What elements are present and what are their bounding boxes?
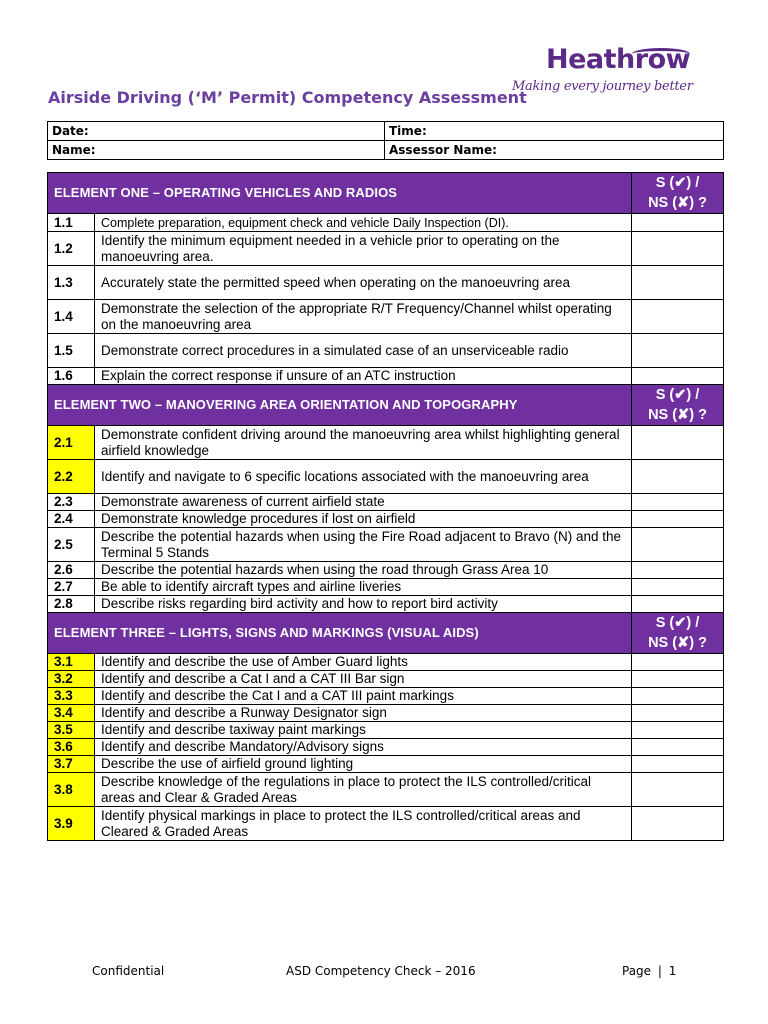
competency-row [48, 266, 724, 300]
logo-tagline: Making every journey better [512, 79, 693, 94]
result-cell[interactable] [632, 426, 724, 460]
item-description: Describe the potential hazards when using the Fire Road adjacent to Bravo (N) and the Terminal 5 Stands [95, 528, 632, 562]
item-description: Demonstrate awareness of current airfield state [95, 494, 632, 511]
item-description: Accurately state the permitted speed when operating on the manoeuvring area [95, 266, 632, 300]
result-cell[interactable] [632, 511, 724, 528]
item-description: Demonstrate confident driving around the manoeuvring area whilst highlighting general airfield knowledge [95, 426, 632, 460]
item-number: 1.4 [48, 300, 95, 334]
competency-row [48, 722, 724, 739]
item-description: Demonstrate correct procedures in a simulated case of an unserviceable radio [95, 334, 632, 368]
competency-row [48, 426, 724, 460]
result-cell[interactable] [632, 654, 724, 671]
date-field: Date: [48, 122, 385, 141]
result-cell[interactable] [632, 266, 724, 300]
item-description: Describe risks regarding bird activity and how to report bird activity [95, 596, 632, 613]
item-number: 3.3 [48, 688, 95, 705]
competency-row [48, 562, 724, 579]
page-separator: | [657, 964, 662, 978]
check-header-line1: S (✔) / [655, 387, 700, 403]
competency-row [48, 579, 724, 596]
page-number: 1 [668, 964, 677, 978]
section-title: ELEMENT ONE – OPERATING VEHICLES AND RADIOS [48, 173, 632, 214]
result-cell[interactable] [632, 300, 724, 334]
competency-row [48, 773, 724, 807]
item-description: Identify and describe the use of Amber Guard lights [95, 654, 632, 671]
check-header-line1: S (✔) / [655, 615, 700, 631]
competency-row [48, 368, 724, 385]
competency-row [48, 596, 724, 613]
item-number: 3.5 [48, 722, 95, 739]
competency-row [48, 511, 724, 528]
item-description: Identify and describe taxiway paint markings [95, 722, 632, 739]
item-description: Identify and describe a Cat I and a CAT III Bar sign [95, 671, 632, 688]
item-number: 3.2 [48, 671, 95, 688]
item-description: Explain the correct response if unsure of an ATC instruction [95, 368, 632, 385]
item-number: 1.2 [48, 232, 95, 266]
competency-row [48, 671, 724, 688]
item-number: 1.5 [48, 334, 95, 368]
name-field: Name: [48, 141, 385, 160]
logo-wordmark: Heathrow [546, 44, 691, 75]
result-cell[interactable] [632, 214, 724, 232]
footer-page-number [622, 964, 676, 978]
document-title: Airside Driving (‘M’ Permit) Competency Assessment [48, 88, 527, 107]
item-description: Be able to identify aircraft types and airline liveries [95, 579, 632, 596]
item-number: 3.4 [48, 705, 95, 722]
result-cell[interactable] [632, 460, 724, 494]
section-header [48, 385, 724, 426]
check-header-line1: S (✔) / [655, 175, 700, 191]
satisfactory-column-header [632, 173, 724, 214]
item-number: 2.2 [48, 460, 95, 494]
competency-row [48, 214, 724, 232]
section-title: ELEMENT THREE – LIGHTS, SIGNS AND MARKINGS (VISUAL AIDS) [48, 613, 632, 654]
result-cell[interactable] [632, 756, 724, 773]
result-cell[interactable] [632, 334, 724, 368]
result-cell[interactable] [632, 671, 724, 688]
item-number: 3.7 [48, 756, 95, 773]
competency-row [48, 739, 724, 756]
result-cell[interactable] [632, 739, 724, 756]
competency-row [48, 494, 724, 511]
item-number: 3.6 [48, 739, 95, 756]
footer-document-name: ASD Competency Check – 2016 [286, 964, 476, 978]
item-number: 3.9 [48, 807, 95, 841]
assessor-name-field: Assessor Name: [385, 141, 724, 160]
result-cell[interactable] [632, 705, 724, 722]
item-description: Identify physical markings in place to protect the ILS controlled/critical areas and Cleared & Graded Areas [95, 807, 632, 841]
competency-row [48, 528, 724, 562]
result-cell[interactable] [632, 368, 724, 385]
item-description: Identify and describe the Cat I and a CAT III paint markings [95, 688, 632, 705]
result-cell[interactable] [632, 579, 724, 596]
result-cell[interactable] [632, 596, 724, 613]
result-cell[interactable] [632, 688, 724, 705]
result-cell[interactable] [632, 232, 724, 266]
section-header [48, 173, 724, 214]
competency-row [48, 688, 724, 705]
section-title: ELEMENT TWO – MANOVERING AREA ORIENTATION AND TOPOGRAPHY [48, 385, 632, 426]
item-description: Describe the potential hazards when using the road through Grass Area 10 [95, 562, 632, 579]
time-field: Time: [385, 122, 724, 141]
item-description: Demonstrate knowledge procedures if lost on airfield [95, 511, 632, 528]
item-description: Identify and navigate to 6 specific locations associated with the manoeuvring area [95, 460, 632, 494]
competency-row [48, 654, 724, 671]
item-number: 2.6 [48, 562, 95, 579]
competency-row [48, 232, 724, 266]
item-description: Complete preparation, equipment check and vehicle Daily Inspection (DI). [95, 214, 632, 232]
item-description: Identify the minimum equipment needed in a vehicle prior to operating on the manoeuvring area. [95, 232, 632, 266]
heathrow-logo [512, 44, 702, 98]
candidate-info-table [47, 121, 724, 160]
item-number: 2.7 [48, 579, 95, 596]
item-number: 2.3 [48, 494, 95, 511]
section-header [48, 613, 724, 654]
competency-row [48, 460, 724, 494]
check-header-line2: NS (✘) ? [648, 635, 707, 651]
item-number: 3.8 [48, 773, 95, 807]
result-cell[interactable] [632, 807, 724, 841]
satisfactory-column-header [632, 613, 724, 654]
item-number: 3.1 [48, 654, 95, 671]
item-number: 1.6 [48, 368, 95, 385]
competency-row [48, 334, 724, 368]
result-cell[interactable] [632, 722, 724, 739]
item-description: Identify and describe a Runway Designator sign [95, 705, 632, 722]
item-number: 2.4 [48, 511, 95, 528]
item-number: 2.5 [48, 528, 95, 562]
competency-row [48, 807, 724, 841]
item-number: 1.1 [48, 214, 95, 232]
item-number: 2.8 [48, 596, 95, 613]
competency-row [48, 756, 724, 773]
satisfactory-column-header [632, 385, 724, 426]
competency-row [48, 300, 724, 334]
item-description: Describe the use of airfield ground lighting [95, 756, 632, 773]
item-description: Describe knowledge of the regulations in place to protect the ILS controlled/critical areas and Clear & Graded Areas [95, 773, 632, 807]
competency-table [47, 172, 724, 841]
item-description: Demonstrate the selection of the appropriate R/T Frequency/Channel whilst operating on the manoeuvring area [95, 300, 632, 334]
competency-row [48, 705, 724, 722]
item-number: 1.3 [48, 266, 95, 300]
check-header-line2: NS (✘) ? [648, 407, 707, 423]
check-header-line2: NS (✘) ? [648, 195, 707, 211]
result-cell[interactable] [632, 528, 724, 562]
page-label: Page [622, 964, 652, 978]
result-cell[interactable] [632, 562, 724, 579]
item-number: 2.1 [48, 426, 95, 460]
result-cell[interactable] [632, 494, 724, 511]
result-cell[interactable] [632, 773, 724, 807]
footer-confidential: Confidential [92, 964, 165, 978]
item-description: Identify and describe Mandatory/Advisory signs [95, 739, 632, 756]
